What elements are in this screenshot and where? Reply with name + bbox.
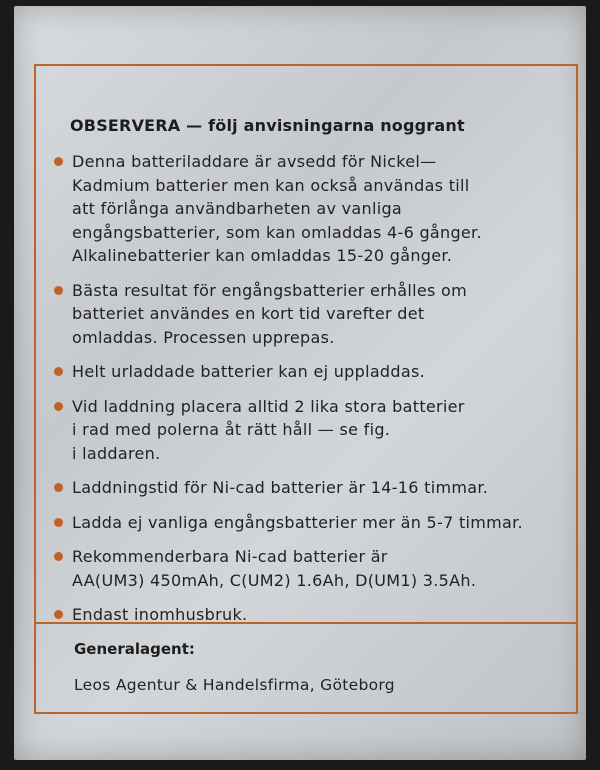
item-line: Bästa resultat för engångsbatterier erhålles om (72, 280, 467, 300)
item-line: Denna batteriladdare är avsedd för Nickel— (72, 152, 437, 171)
bullet-icon (54, 483, 63, 492)
bullet-icon (54, 286, 63, 295)
item-line: Ladda ej vanliga engångsbatterier mer än 5-7 timmar. (72, 512, 523, 532)
bullet-icon (54, 552, 63, 561)
item-line: omladdas. Processen upprepas. (72, 327, 335, 347)
item-line: batteriet användes en kort tid varefter det (72, 304, 425, 323)
item-line: att förlånga användbarheten av vanliga (72, 199, 403, 218)
item-line: Rekommenderbara Ni-cad batterier är (72, 547, 388, 566)
item-line: i rad med polerna åt rätt håll — se fig. (72, 420, 391, 439)
bullet-icon (54, 518, 63, 527)
item-line: Alkalinebatterier kan omladdas 15-20 gånger. (72, 246, 453, 265)
item-line: Helt urladdade batterier kan ej uppladdas. (72, 362, 425, 381)
item-line: Vid laddning placera alltid 2 lika stora batterier (72, 396, 465, 416)
list-item (54, 476, 564, 500)
item-line: i laddaren. (72, 443, 161, 463)
list-item (54, 150, 564, 268)
list-item (54, 279, 564, 350)
footer-text: Leos Agentur & Handelsfirma, Göteborg (74, 676, 395, 694)
item-line: Kadmium batterier men kan också användas till (72, 175, 470, 195)
bullet-icon (54, 402, 63, 411)
list-item (54, 395, 564, 466)
instruction-heading: OBSERVERA — följ anvisningarna noggrant (70, 116, 465, 135)
instruction-list (54, 150, 564, 638)
item-line: Laddningstid för Ni-cad batterier är 14-16 timmar. (72, 478, 489, 497)
footer-label: Generalagent: (74, 640, 195, 658)
item-line: engångsbatterier, som kan omladdas 4-6 gånger. (72, 222, 482, 242)
bullet-icon (54, 610, 63, 619)
instruction-frame (34, 64, 578, 714)
footer-divider (36, 622, 576, 624)
list-item (54, 360, 564, 384)
item-line: Endast inomhusbruk. (72, 605, 248, 624)
list-item (54, 545, 564, 592)
list-item (54, 511, 564, 535)
item-line: AA(UM3) 450mAh, C(UM2) 1.6Ah, D(UM1) 3.5Ah. (72, 570, 477, 590)
bullet-icon (54, 157, 63, 166)
bullet-icon (54, 367, 63, 376)
